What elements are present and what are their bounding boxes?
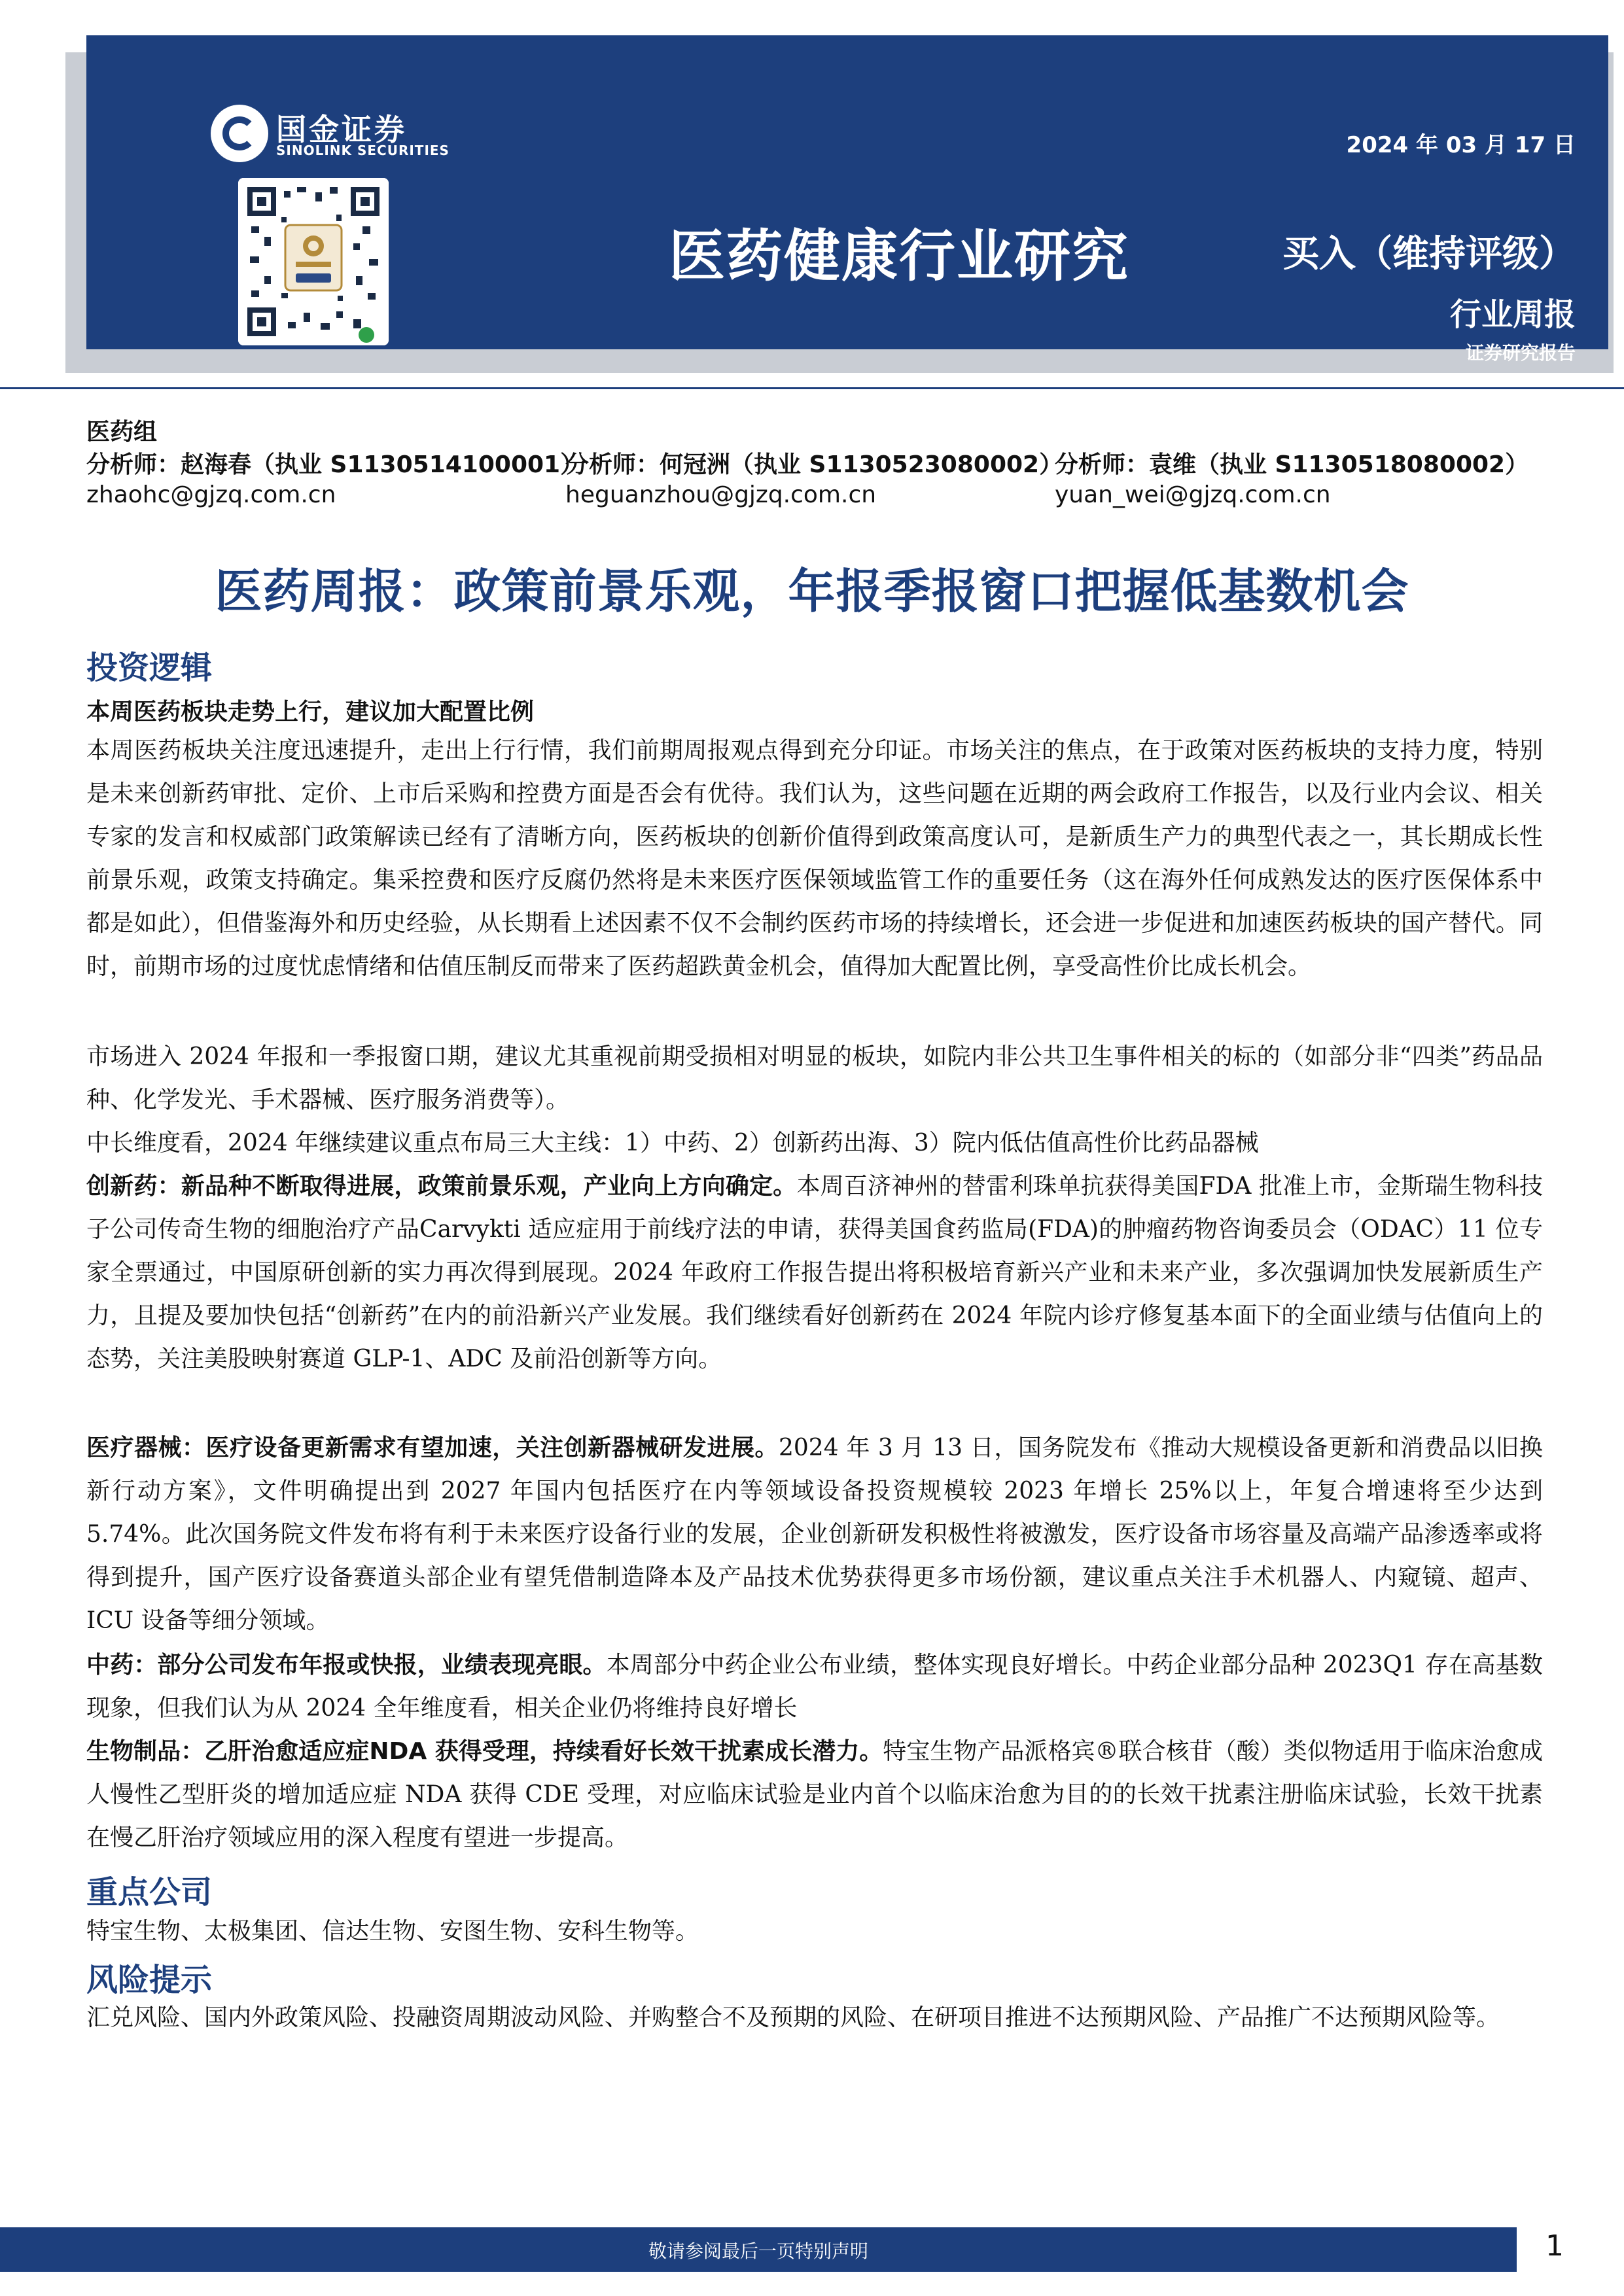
section-heading-risks: 风险提示 (86, 1962, 213, 1998)
brand-logo-icon (211, 105, 268, 162)
rating-label: 买入（维持评级） (1282, 233, 1576, 275)
logic-subheading: 本周医药板块走势上行，建议加大配置比例 (86, 699, 535, 725)
logic-paragraph-1: 本周医药板块关注度迅速提升，走出上行行情，我们前期周报观点得到充分印证。市场关注的焦点，在于政策对医药板块的支持力度，特别是未来创新药审批、定价、上市后采购和控费方面是否会有优待。我们认为，这些问题在近期的两会政府工作报告，以及行业内会议、相关专家的发言和权威部门政策解读已经有了清晰方向，医药板块的创新价值得到政策高度认可，是新质生产力的典型代表之一，其长期成长性前景乐观，政策支持确定。集采控费和医疗反腐仍然将是未来医疗医保领域监管工作的重要任务（这在海外任何成熟发达的医疗医保体系中都是如此），但借鉴海外和历史经验，从长期看上述因素不仅不会制约医药市场的持续增长，还会进一步促进和加速医药板块的国产替代。同时，前期市场的过度忧虑情绪和估值压制反而带来了医药超跌黄金机会，值得加大配置比例，享受高性价比成长机会。 (86, 737, 1543, 980)
biologics-text: 特宝生物产品派格宾®联合核苷（酸）类似物适用于临床治愈成人慢性乙型肝炎的增加适应症 NDA 获得 CDE 受理，对应临床试验是业内首个以临床治愈为目的的长效干扰素注册临床试验，长效干扰素在慢乙肝治疗领域应用的深入程度有望进一步提高。 (86, 1738, 1543, 1851)
brand-logo (211, 105, 485, 167)
sector-title: 医药健康行业研究 (669, 224, 1129, 289)
innovative-drug-paragraph (86, 1165, 1543, 1381)
biologics-paragraph (86, 1730, 1543, 1860)
tcm-lead: 中药：部分公司发布年报或快报，业绩表现亮眼。 (86, 1652, 607, 1679)
medical-device-paragraph (86, 1427, 1543, 1643)
logic-paragraph-3: 中长维度看，2024 年继续建议重点布局三大主线：1）中药、2）创新药出海、3）院内低估值高性价比药品器械 (86, 1130, 1259, 1157)
section-heading-logic: 投资逻辑 (86, 650, 213, 686)
header-divider (0, 387, 1624, 389)
analyst-3-email[interactable]: yuan_wei@gjzq.com.cn (1055, 481, 1331, 508)
brand-logo-ring-icon (222, 116, 256, 150)
report-date: 2024 年 03 月 17 日 (1346, 132, 1576, 158)
tcm-text: 本周部分中药企业公布业绩，整体实现良好增长。中药企业部分品种 2023Q1 存在高基数现象，但我们认为从 2024 全年维度看，相关企业仍将维持良好增长 (86, 1652, 1543, 1722)
medical-device-lead: 医疗器械：医疗设备更新需求有望加速，关注创新器械研发进展。 (86, 1435, 779, 1461)
biologics-lead: 生物制品：乙肝治愈适应症NDA 获得受理，持续看好长效干扰素成长潜力。 (86, 1738, 883, 1765)
companies-text: 特宝生物、太极集团、信达生物、安图生物、安科生物等。 (86, 1918, 699, 1945)
brand-name-en: SINOLINK SECURITIES (276, 143, 450, 158)
innovative-drug-lead: 创新药：新品种不断取得进展，政策前景乐观，产业向上方向确定。 (86, 1173, 797, 1200)
analyst-2: 分析师：何冠洲（执业 S1130523080002） (565, 451, 1063, 478)
analyst-1: 分析师：赵海春（执业 S1130514100001） (86, 451, 584, 478)
risks-text: 汇兑风险、国内外政策风险、投融资周期波动风险、并购整合不及预期的风险、在研项目推进不达预期风险、产品推广不达预期风险等。 (86, 2004, 1500, 2031)
medical-device-text: 2024 年 3 月 13 日，国务院发布《推动大规模设备更新和消费品以旧换新行动方案》，文件明确提出到 2027 年国内包括医疗在内等领域设备投资规模较 2023 年增长 25%以上，年复合增速将至少达到 5.74%。此次国务院文件发布将有利于未来医疗设备行业的发展，企业创新研发积极性将被激发，医疗设备市场容量及高端产品渗透率或将得到提升，国产医疗设备赛道头部企业有望凭借制造降本及产品技术优势获得更多市场份额，建议重点关注手术机器人、内窥镜、超声、ICU 设备等细分领域。 (86, 1435, 1543, 1634)
analyst-group: 医药组 (86, 419, 158, 445)
report-type: 行业周报 (1449, 296, 1576, 333)
footer-disclaimer[interactable]: 敬请参阅最后一页特别声明 (648, 2240, 868, 2262)
tcm-paragraph (86, 1644, 1543, 1730)
analyst-3: 分析师：袁维（执业 S1130518080002） (1055, 451, 1529, 478)
qr-code-icon[interactable] (238, 178, 389, 345)
analyst-1-email[interactable]: zhaohc@gjzq.com.cn (86, 481, 336, 508)
analyst-2-email[interactable]: heguanzhou@gjzq.com.cn (565, 481, 877, 508)
logic-paragraph-2: 市场进入 2024 年报和一季报窗口期，建议尤其重视前期受损相对明显的板块，如院内非公共卫生事件相关的标的（如部分非“四类”药品品种、化学发光、手术器械、医疗服务消费等）。 (86, 1043, 1543, 1113)
brand-name-cn: 国金证券 (276, 112, 407, 147)
section-heading-companies: 重点公司 (86, 1874, 213, 1911)
innovative-drug-text: 本周百济神州的替雷利珠单抗获得美国FDA 批准上市，金斯瑞生物科技子公司传奇生物的细胞治疗产品Carvykti 适应症用于前线疗法的申请，获得美国食药监局(FDA)的肿瘤药物咨询委员会（ODAC）11 位专家全票通过，中国原研创新的实力再次得到展现。2024 年政府工作报告提出将积极培育新兴产业和未来产业，多次强调加快发展新质生产力，且提及要加快包括“创新药”在内的前沿新兴产业发展。我们继续看好创新药在 2024 年院内诊疗修复基本面下的全面业绩与估值向上的态势，关注美股映射赛道 GLP-1、ADC 及前沿创新等方向。 (86, 1173, 1543, 1372)
report-category: 证券研究报告 (1465, 342, 1576, 364)
page-number: 1 (1545, 2229, 1564, 2263)
report-title: 医药周报：政策前景乐观，年报季报窗口把握低基数机会 (215, 564, 1409, 619)
report-header (86, 35, 1608, 364)
